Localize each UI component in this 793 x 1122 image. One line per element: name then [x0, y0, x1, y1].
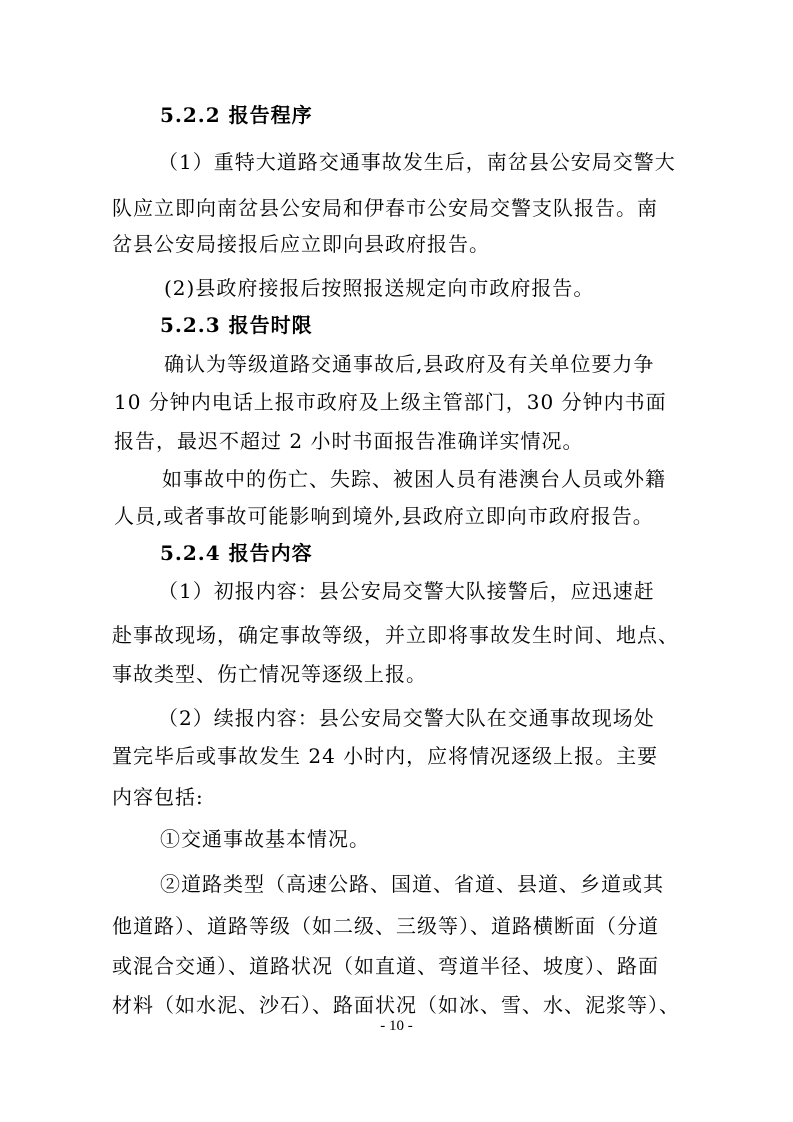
paragraph-line: 确认为等级道路交通事故后,县政府及有关单位要力争 [164, 352, 655, 376]
paragraph-line: 人员,或者事故可能影响到境外,县政府立即向市政府报告。 [114, 504, 654, 528]
paragraph-line: （1）重特大道路交通事故发生后，南岔县公安局交警大 [158, 150, 676, 174]
paragraph-line: 10 分钟内电话上报市政府及上级主管部门，30 分钟内书面 [114, 390, 667, 414]
paragraph-line: 赴事故现场，确定事故等级，并立即将事故发生时间、地点、 [112, 623, 679, 647]
paragraph-line: 材料（如水泥、沙石）、路面状况（如冰、雪、水、泥浆等）、 [112, 993, 680, 1017]
page-number: - 10 - [380, 1018, 413, 1034]
paragraph-line: （2）续报内容：县公安局交警大队在交通事故现场处 [158, 706, 655, 730]
paragraph-line: 他道路）、道路等级（如二级、三级等）、道路横断面（分道 [112, 914, 659, 938]
paragraph-line: 如事故中的伤亡、失踪、被困人员有港澳台人员或外籍 [162, 467, 666, 491]
list-item-2: ②道路类型（高速公路、国道、省道、县道、乡道或其 [160, 872, 664, 896]
paragraph-line: 报告，最迟不超过 2 小时书面报告准确详实情况。 [114, 429, 584, 453]
heading-5-2-3: 5.2.3 报告时限 [160, 313, 313, 337]
heading-5-2-2: 5.2.2 报告程序 [160, 103, 313, 127]
paragraph-line: （1）初报内容：县公安局交警大队接警后，应迅速赶 [158, 579, 655, 603]
paragraph-line: 队应立即向南岔县公安局和伊春市公安局交警支队报告。南 [112, 196, 658, 220]
heading-5-2-4: 5.2.4 报告内容 [160, 541, 313, 565]
paragraph-line: 或混合交通）、道路状况（如直道、弯道半径、坡度）、路面 [112, 954, 659, 978]
paragraph-line: 岔县公安局接报后应立即向县政府报告。 [112, 232, 490, 256]
paragraph-line: 置完毕后或事故发生 24 小时内，应将情况逐级上报。主要 [112, 744, 659, 768]
paragraph-line: 内容包括: [112, 785, 204, 809]
list-item-1: ①交通事故基本情况。 [160, 827, 370, 851]
paragraph-line: 事故类型、伤亡情况等逐级上报。 [112, 662, 427, 686]
paragraph-line: (2)县政府接报后按照报送规定向市政府报告。 [164, 276, 595, 300]
